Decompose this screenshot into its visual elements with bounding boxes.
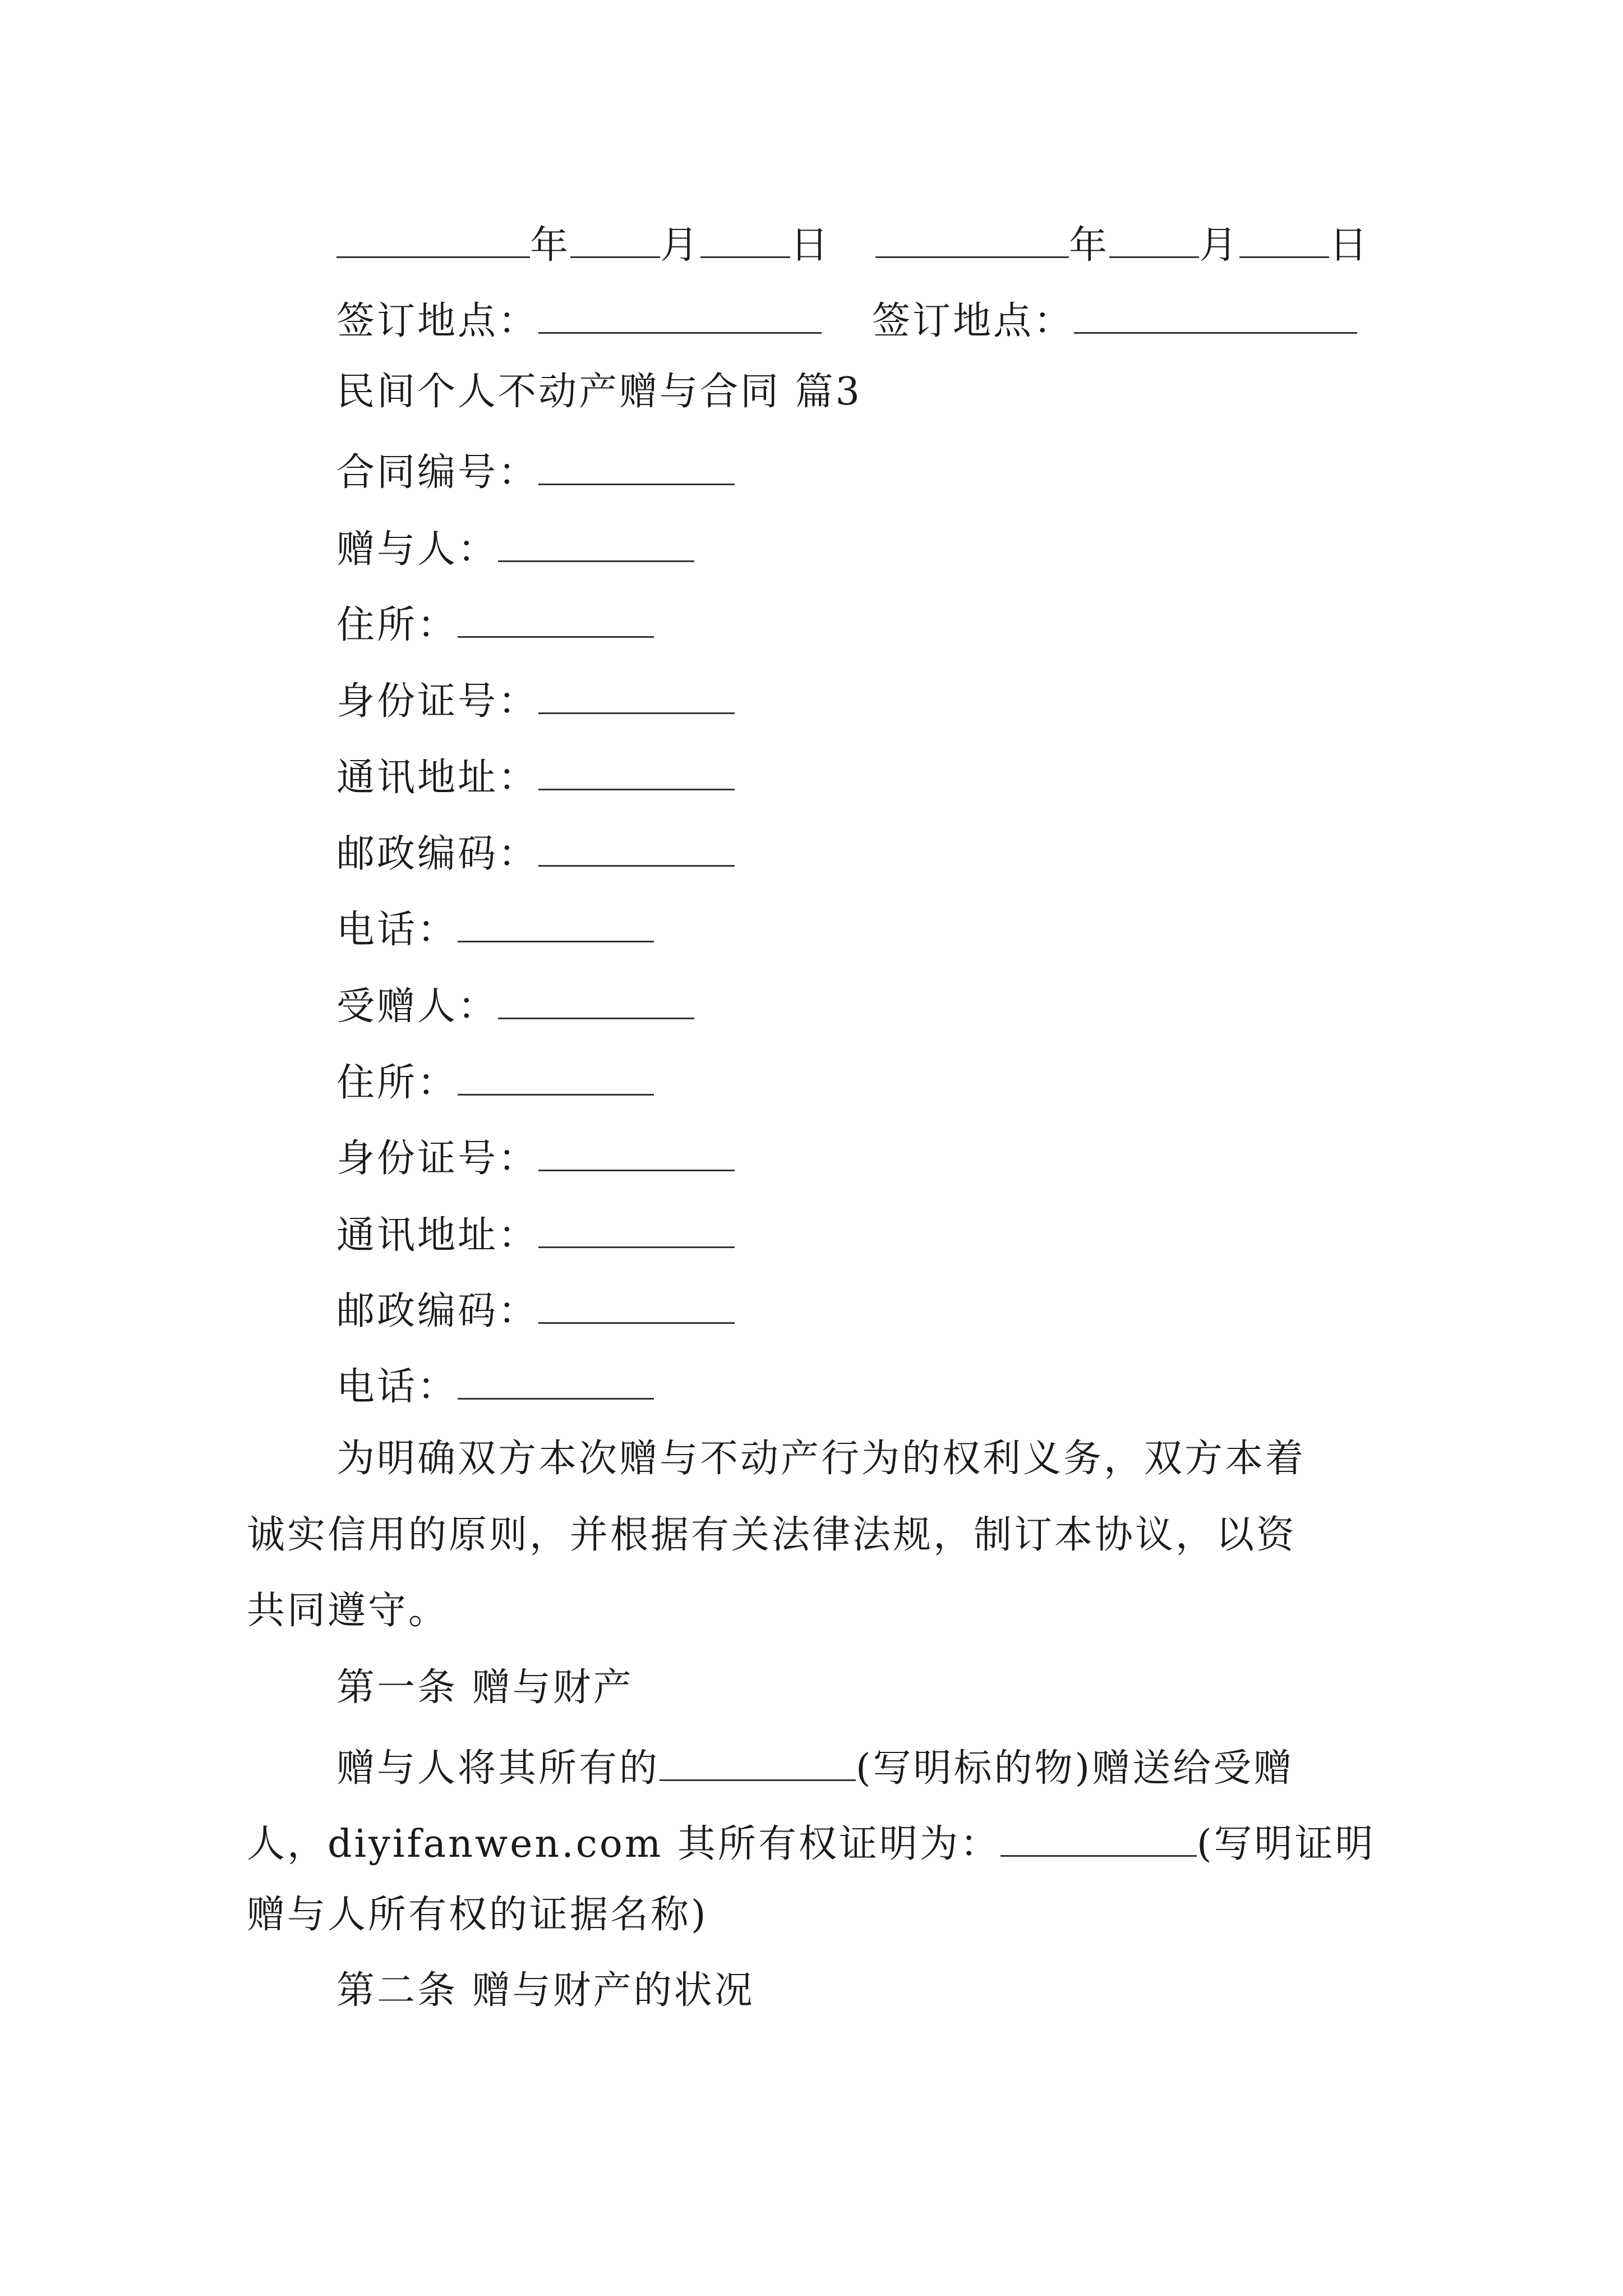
- year-char: 年: [1069, 223, 1110, 268]
- article-1-text: 赠与人将其所有的: [336, 1746, 660, 1791]
- year-blank-1[interactable]: [336, 222, 530, 258]
- article-1-text: (写明标的物)赠送给受赠: [856, 1746, 1294, 1791]
- donor-mail-address-field: [336, 754, 735, 800]
- month-blank-2[interactable]: [1109, 222, 1199, 258]
- field-label: 通讯地址：: [336, 1213, 539, 1258]
- subject-blank[interactable]: [660, 1745, 856, 1781]
- field-label: 赠与人：: [336, 527, 499, 572]
- intro-line-1: 为明确双方本次赠与不动产行为的权利义务，双方本着: [336, 1437, 1306, 1481]
- sign-place-label: 签订地点：: [872, 299, 1075, 343]
- donor-phone-field: [336, 906, 654, 952]
- field-blank[interactable]: [538, 1212, 735, 1248]
- day-blank-2[interactable]: [1239, 222, 1329, 258]
- donee-postcode-field: [336, 1287, 735, 1331]
- field-label: 受赠人：: [336, 984, 499, 1029]
- ownership-proof-blank[interactable]: [1000, 1820, 1197, 1857]
- day-char: 日: [1329, 223, 1370, 268]
- article-1-text: 人，diyifanwen.com 其所有权证明为：: [247, 1822, 1000, 1866]
- field-blank[interactable]: [538, 1287, 735, 1324]
- sign-place-blank-1[interactable]: [538, 297, 822, 334]
- month-blank-1[interactable]: [570, 222, 660, 258]
- donee-id-field: [336, 1135, 735, 1181]
- field-blank[interactable]: [538, 1135, 735, 1171]
- field-blank[interactable]: [458, 601, 654, 638]
- year-blank-2[interactable]: [875, 222, 1069, 258]
- month-char: 月: [660, 223, 701, 268]
- field-blank[interactable]: [458, 1363, 654, 1400]
- field-blank[interactable]: [498, 983, 694, 1019]
- field-label: 身份证号：: [336, 1137, 539, 1181]
- section-heading: 民间个人不动产赠与合同 篇3: [336, 370, 862, 414]
- field-blank[interactable]: [538, 449, 735, 485]
- sign-place-blank-2[interactable]: [1074, 297, 1357, 334]
- intro-line-2: 诚实信用的原则，并根据有关法律法规，制订本协议，以资: [247, 1513, 1297, 1557]
- donor-field: [336, 526, 694, 572]
- field-blank[interactable]: [538, 754, 735, 790]
- field-label: 住所：: [336, 1061, 458, 1105]
- field-label: 合同编号：: [336, 450, 539, 495]
- intro-line-3: 共同遵守。: [247, 1589, 449, 1633]
- field-label: 通讯地址：: [336, 756, 539, 800]
- sign-place-line: [336, 297, 1357, 341]
- donee-address-field: [336, 1059, 654, 1105]
- day-blank-1[interactable]: [700, 222, 790, 258]
- field-label: 邮政编码：: [336, 832, 539, 876]
- field-label: 身份证号：: [336, 679, 539, 724]
- article-1-title: 第一条 赠与财产: [336, 1665, 634, 1710]
- year-char: 年: [530, 223, 571, 268]
- article-2-title: 第二条 赠与财产的状况: [336, 1968, 755, 2013]
- article-1-line-1: [336, 1745, 1294, 1791]
- date-line: [336, 222, 1370, 268]
- contract-no-field: [336, 449, 735, 495]
- field-blank[interactable]: [458, 1059, 654, 1096]
- field-blank[interactable]: [538, 678, 735, 714]
- field-blank[interactable]: [458, 906, 654, 942]
- field-label: 电话：: [336, 908, 458, 952]
- donor-postcode-field: [336, 830, 735, 876]
- field-label: 电话：: [336, 1365, 458, 1409]
- field-label: 住所：: [336, 603, 458, 647]
- donor-address-field: [336, 601, 654, 645]
- donee-mail-address-field: [336, 1212, 735, 1258]
- donor-id-field: [336, 678, 735, 724]
- donee-field: [336, 983, 694, 1029]
- donee-phone-field: [336, 1363, 654, 1409]
- article-1-text: (写明证明: [1196, 1822, 1376, 1866]
- sign-place-label: 签订地点：: [336, 299, 539, 343]
- article-1-line-3: 赠与人所有权的证据名称): [247, 1893, 708, 1937]
- day-char: 日: [790, 223, 831, 268]
- article-1-line-2: [247, 1820, 1375, 1864]
- month-char: 月: [1199, 223, 1240, 268]
- field-blank[interactable]: [538, 830, 735, 867]
- field-label: 邮政编码：: [336, 1289, 539, 1333]
- field-blank[interactable]: [498, 526, 694, 562]
